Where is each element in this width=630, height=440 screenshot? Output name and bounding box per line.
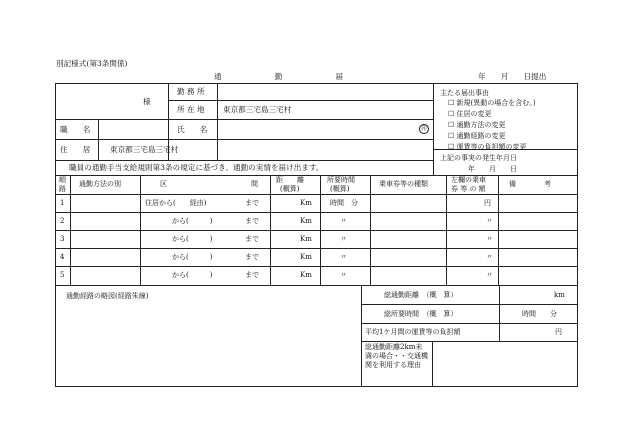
row-km[interactable]: Km — [300, 253, 312, 261]
col-fare-header-1: 左欄の乗車 — [451, 176, 486, 184]
reason-item[interactable]: ☐ 新規(異動の場合を含む。) — [448, 99, 536, 107]
border-top — [55, 83, 578, 84]
row-to: まで — [245, 217, 259, 225]
position-label: 職 名 — [60, 125, 91, 134]
col-method-header: 通勤方法の別 — [79, 180, 121, 188]
border-right — [577, 83, 578, 387]
address-value[interactable]: 東京都三宅島三宅村 — [110, 145, 179, 154]
col-distance-header-1: 距 離 — [276, 176, 304, 184]
form-label: 別記様式(第3条関係) — [56, 59, 128, 68]
border-left — [55, 83, 56, 387]
declaration-text: 職員の通勤手当支給規則第3条の規定に基づき、通勤の実情を届け出ます。 — [69, 163, 324, 172]
divider — [55, 194, 578, 195]
divider — [498, 175, 499, 285]
name-label: 氏 名 — [177, 125, 208, 134]
col-time-header-2: (概算) — [330, 185, 350, 193]
divider — [320, 175, 321, 285]
occurrence-date[interactable]: 年 月 日 — [468, 165, 517, 173]
checkbox-icon[interactable]: ☐ — [448, 121, 455, 129]
total-distance-unit[interactable]: km — [554, 291, 565, 299]
row-to: まで — [245, 235, 259, 243]
row-to: まで — [245, 253, 259, 261]
divider — [140, 175, 141, 285]
col-time-header-1: 所要時間 — [327, 176, 355, 184]
row-number: 4 — [60, 253, 65, 261]
total-distance-label: 総通勤距離 （概 算） — [384, 291, 458, 299]
divider — [55, 160, 433, 161]
col-distance-header-2: (概算) — [280, 185, 300, 193]
reason-item[interactable]: ☐ 運賃等の負担額の変更 — [448, 143, 527, 151]
location-value[interactable]: 東京都三宅島三宅村 — [223, 105, 292, 114]
divider — [270, 175, 271, 285]
row-to: まで — [245, 271, 259, 279]
reasons-title: 主たる届出事由 — [440, 89, 489, 97]
row-number: 5 — [60, 271, 65, 279]
divider — [55, 139, 433, 140]
divider — [361, 304, 577, 305]
divider — [361, 341, 577, 342]
divider — [361, 323, 577, 324]
divider — [168, 100, 433, 101]
checkbox-icon[interactable]: ☐ — [448, 110, 455, 118]
row-from[interactable]: 住居から( 経由) — [145, 199, 207, 207]
total-time-unit[interactable]: 時間 分 — [522, 310, 557, 318]
divider — [217, 83, 218, 160]
row-from[interactable]: から( ) — [172, 253, 213, 261]
row-km[interactable]: Km — [300, 235, 312, 243]
checkbox-icon[interactable]: ☐ — [448, 132, 455, 140]
reason-item[interactable]: ☐ 通勤方法の変更 — [448, 121, 506, 129]
row-fare[interactable]: 〃 — [486, 217, 493, 225]
submission-date: 年 月 日提出 — [478, 72, 547, 81]
document-title: 通 勤 届 — [214, 72, 344, 81]
address-label: 住 居 — [60, 145, 91, 154]
col-ticket-header: 乗車券等の種類 — [379, 180, 428, 188]
divider — [55, 175, 578, 176]
avg-fare-label: 平均1ケ月間の運賃等の負担額 — [365, 328, 461, 336]
row-fare[interactable]: 〃 — [486, 253, 493, 261]
divider — [370, 175, 371, 285]
divider — [55, 248, 578, 249]
col-section-header: 区 間 — [160, 180, 258, 188]
addressee-suffix: 様 — [143, 97, 151, 106]
divider — [432, 341, 433, 387]
route-map-label: 通勤経路の略図(経路朱線) — [66, 292, 149, 300]
row-time[interactable]: 〃 — [340, 217, 347, 225]
location-label: 所 在 地 — [177, 105, 205, 114]
divider — [433, 83, 434, 175]
divider — [361, 285, 362, 387]
workplace-label: 勤 務 所 — [177, 87, 205, 96]
row-fare[interactable]: 〃 — [486, 235, 493, 243]
col-fare-header-2: 券 等 の 額 — [451, 185, 486, 193]
reason-item[interactable]: ☐ 住居の変更 — [448, 110, 492, 118]
col-remarks-header: 備 考 — [509, 180, 551, 188]
total-time-label: 総所要時間 （概 算） — [384, 310, 458, 318]
divider — [499, 285, 500, 341]
row-time[interactable]: 時間 分 — [330, 199, 358, 207]
row-time[interactable]: 〃 — [340, 253, 347, 261]
border-bottom — [55, 386, 578, 387]
checkbox-icon[interactable]: ☐ — [448, 99, 455, 107]
avg-fare-unit[interactable]: 円 — [555, 328, 562, 336]
row-from[interactable]: から( ) — [172, 271, 213, 279]
divider — [55, 266, 578, 267]
col-no-header-2: 路 — [59, 185, 66, 193]
short-distance-reason-note: 総通勤距離2km未満の場合・・交通機関を利用する理由 — [365, 343, 428, 369]
divider — [55, 212, 578, 213]
col-no-header-1: 順 — [59, 176, 66, 184]
row-from[interactable]: から( ) — [172, 235, 213, 243]
checkbox-icon[interactable]: ☐ — [448, 143, 455, 151]
row-fare[interactable]: 〃 — [486, 271, 493, 279]
row-time[interactable]: 〃 — [340, 271, 347, 279]
divider — [55, 119, 433, 120]
divider — [70, 175, 71, 285]
row-number: 1 — [60, 199, 65, 207]
row-number: 2 — [60, 217, 65, 225]
occurrence-label: 上記の事実の発生年月日 — [440, 154, 517, 162]
row-to: まで — [245, 199, 259, 207]
row-number: 3 — [60, 235, 65, 243]
row-km[interactable]: Km — [300, 199, 312, 207]
row-fare[interactable]: 円 — [484, 199, 491, 207]
divider — [55, 230, 578, 231]
row-time[interactable]: 〃 — [340, 235, 347, 243]
row-from[interactable]: から( ) — [172, 217, 213, 225]
row-km[interactable]: Km — [300, 217, 312, 225]
reason-item[interactable]: ☐ 通勤経路の変更 — [448, 132, 506, 140]
divider — [446, 175, 447, 285]
seal-mark: 印 — [419, 124, 429, 134]
row-km[interactable]: Km — [300, 271, 312, 279]
